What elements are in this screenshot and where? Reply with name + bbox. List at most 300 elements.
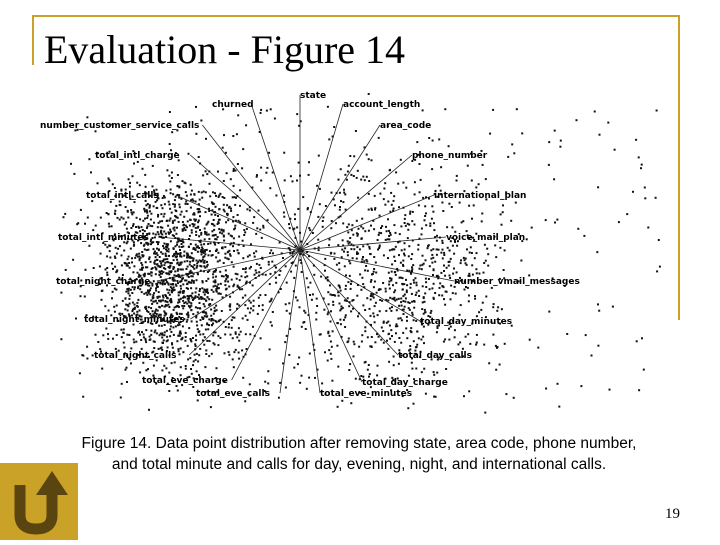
data-point [203,311,205,313]
data-point [278,291,280,293]
data-point [247,319,249,321]
data-point [424,309,426,311]
data-point [184,182,186,184]
data-point [327,276,329,278]
data-point [406,270,408,272]
data-point [501,308,503,310]
data-point [365,361,367,363]
data-point [306,251,308,253]
data-point [353,175,355,177]
data-point [372,293,374,295]
data-point [361,218,363,220]
data-point [129,295,131,297]
data-point [138,255,140,257]
data-point [182,229,184,231]
data-point [415,294,417,296]
data-point [480,309,482,311]
data-point [404,294,406,296]
data-point [193,273,195,275]
data-point [289,227,291,229]
data-point [205,170,207,172]
data-point [353,244,355,246]
variable-label-total-eve-minutes: total_eve_minutes [320,389,413,399]
data-point [433,283,435,285]
data-point [200,234,202,236]
data-point [161,279,163,281]
data-point [258,210,260,212]
data-point [160,204,162,206]
data-point [401,319,403,321]
data-point [180,214,182,216]
data-point [270,249,272,251]
data-point [194,354,196,356]
data-point [275,282,277,284]
data-point [379,215,381,217]
data-point [259,131,261,133]
data-point [348,338,350,340]
data-point [108,310,110,312]
data-point [149,338,151,340]
data-point [90,171,92,173]
data-point [224,253,226,255]
data-point [181,243,183,245]
data-point [180,276,182,278]
data-point [223,275,225,277]
data-point [335,222,337,224]
variable-label-number-customer-service-calls: number_customer_service_calls [40,121,200,131]
data-point [183,251,185,253]
data-point [249,254,251,256]
data-point [188,300,190,302]
data-point [391,271,393,273]
data-point [181,305,183,307]
data-point [173,334,175,336]
data-point [391,298,393,300]
data-point [180,347,182,349]
data-point [269,348,271,350]
data-point [428,278,430,280]
data-point [374,305,376,307]
data-point [398,206,400,208]
data-point [185,332,187,334]
data-point [347,231,349,233]
data-point [331,294,333,296]
data-point [169,111,171,113]
data-point [302,322,304,324]
data-point [306,243,308,245]
data-point [352,234,354,236]
data-point [252,222,254,224]
data-point [133,223,135,225]
data-point [141,226,143,228]
data-point [439,282,441,284]
data-point [179,331,181,333]
data-point [200,265,202,267]
data-point [336,192,338,194]
data-point [331,380,333,382]
data-point [213,342,215,344]
data-point [442,257,444,259]
data-point [158,233,160,235]
data-point [170,283,172,285]
data-point [361,261,363,263]
data-point [152,185,154,187]
data-point [283,216,285,218]
data-point [283,201,285,203]
data-point [217,283,219,285]
data-point [269,283,271,285]
data-point [186,210,188,212]
data-point [384,182,386,184]
data-point [223,236,225,238]
data-point [251,187,253,189]
data-point [330,321,332,323]
variable-label-total-eve-calls: total_eve_calls [196,389,270,399]
data-point [176,185,178,187]
data-point [129,303,131,305]
data-point [220,283,222,285]
data-point [242,240,244,242]
data-point [364,330,366,332]
data-point [187,358,189,360]
spoke-churned [251,104,300,250]
data-point [99,265,101,267]
data-point [436,254,438,256]
data-point [505,393,507,395]
data-point [132,175,134,177]
data-point [223,134,225,136]
data-point [219,337,221,339]
data-point [206,315,208,317]
data-point [233,266,235,268]
data-point [198,208,200,210]
data-point [465,336,467,338]
data-point [418,337,420,339]
data-point [147,225,149,227]
data-point [344,316,346,318]
data-point [371,273,373,275]
data-point [243,245,245,247]
data-point [151,285,153,287]
data-point [189,272,191,274]
data-point [324,270,326,272]
data-point [154,251,156,253]
data-point [343,192,345,194]
data-point [385,310,387,312]
data-point [387,300,389,302]
data-point [373,271,375,273]
data-point [450,258,452,260]
data-point [437,327,439,329]
data-point [193,360,195,362]
data-point [122,274,124,276]
data-point [314,377,316,379]
data-point [598,310,600,312]
data-point [566,333,568,335]
data-point [495,345,497,347]
data-point [217,252,219,254]
data-point [422,109,424,111]
variable-label-number-vmail-messages: number_vmail_messages [454,277,580,287]
data-point [132,271,134,273]
data-point [332,301,334,303]
data-point [195,106,197,108]
data-point [138,253,140,255]
data-point [383,254,385,256]
data-point [187,254,189,256]
data-point [166,330,168,332]
data-point [216,249,218,251]
data-point [299,259,301,261]
data-point [424,301,426,303]
data-point [504,343,506,345]
data-point [355,130,357,132]
data-point [275,267,277,269]
data-point [632,191,634,193]
data-point [410,327,412,329]
data-point [195,227,197,229]
data-point [435,396,437,398]
data-point [393,195,395,197]
data-point [204,294,206,296]
data-point [223,262,225,264]
data-point [200,270,202,272]
data-point [635,139,637,141]
data-point [470,246,472,248]
data-point [199,308,201,310]
data-point [152,310,154,312]
data-point [410,331,412,333]
data-point [213,219,215,221]
data-point [377,239,379,241]
data-point [659,266,661,268]
data-point [340,168,342,170]
data-point [393,200,395,202]
data-point [330,341,332,343]
data-point [153,248,155,250]
data-point [373,316,375,318]
data-point [139,218,141,220]
data-point [148,292,150,294]
data-point [205,313,207,315]
data-point [449,249,451,251]
data-point [170,298,172,300]
data-point [208,355,210,357]
data-point [395,282,397,284]
data-point [213,211,215,213]
data-point [145,186,147,188]
data-point [259,294,261,296]
data-point [397,183,399,185]
data-point [161,220,163,222]
data-point [164,300,166,302]
data-point [441,202,443,204]
data-point [238,358,240,360]
data-point [413,282,415,284]
data-point [180,366,182,368]
data-point [106,267,108,269]
data-point [133,288,135,290]
data-point [433,374,435,376]
data-point [181,261,183,263]
data-point [150,287,152,289]
data-point [141,291,143,293]
data-point [242,297,244,299]
data-point [207,243,209,245]
data-point [342,201,344,203]
data-point [114,210,116,212]
data-point [408,255,410,257]
data-point [359,248,361,250]
data-point [201,316,203,318]
data-point [175,251,177,253]
data-point [396,323,398,325]
data-point [114,266,116,268]
data-point [108,226,110,228]
data-point [127,309,129,311]
data-point [200,319,202,321]
data-point [203,243,205,245]
data-point [157,243,159,245]
data-point [199,290,201,292]
data-point [140,262,142,264]
data-point [397,318,399,320]
data-point [205,300,207,302]
data-point [340,200,342,202]
data-point [596,251,598,253]
data-point [373,286,375,288]
data-point [191,229,193,231]
data-point [419,191,421,193]
data-point [232,135,234,137]
data-point [325,205,327,207]
data-point [545,388,547,390]
data-point [192,364,194,366]
data-point [413,319,415,321]
data-point [236,278,238,280]
data-point [178,301,180,303]
data-point [260,112,262,114]
data-point [260,180,262,182]
data-point [493,303,495,305]
data-point [473,204,475,206]
data-point [451,206,453,208]
data-point [154,263,156,265]
data-point [452,245,454,247]
data-point [156,248,158,250]
data-point [119,245,121,247]
data-point [366,259,368,261]
data-point [159,300,161,302]
data-point [194,249,196,251]
data-point [176,244,178,246]
data-point [185,203,187,205]
data-point [322,216,324,218]
data-point [169,229,171,231]
data-point [144,218,146,220]
data-point [211,230,213,232]
data-point [404,306,406,308]
data-point [208,298,210,300]
data-point [119,204,121,206]
data-point [147,290,149,292]
data-point [295,296,297,298]
data-point [182,292,184,294]
data-point [109,257,111,259]
data-point [163,259,165,261]
data-point [153,340,155,342]
data-point [188,153,190,155]
data-point [203,303,205,305]
data-point [357,170,359,172]
data-point [378,289,380,291]
data-point [106,255,108,257]
data-point [408,245,410,247]
data-point [178,350,180,352]
data-point [242,377,244,379]
data-point [155,256,157,258]
data-point [185,225,187,227]
data-point [116,253,118,255]
data-point [457,343,459,345]
data-point [285,303,287,305]
data-point [258,275,260,277]
data-point [290,175,292,177]
data-point [391,335,393,337]
data-point [139,310,141,312]
data-point [368,158,370,160]
data-point [180,198,182,200]
data-point [338,285,340,287]
data-point [127,210,129,212]
data-point [594,111,596,113]
spoke-total-night-calls [189,250,300,355]
data-point [255,250,257,252]
data-point [169,335,171,337]
data-point [309,282,311,284]
data-point [431,205,433,207]
data-point [196,267,198,269]
data-point [483,262,485,264]
data-point [201,287,203,289]
data-point [305,328,307,330]
logo[interactable] [0,463,78,540]
data-point [215,290,217,292]
data-point [485,178,487,180]
data-point [188,327,190,329]
data-point [607,122,609,124]
data-point [367,336,369,338]
data-point [216,238,218,240]
data-point [361,341,363,343]
data-point [461,221,463,223]
data-point [380,232,382,234]
data-point [308,255,310,257]
data-point [394,341,396,343]
data-point [130,227,132,229]
data-point [597,345,599,347]
data-point [176,227,178,229]
data-point [377,365,379,367]
data-point [350,402,352,404]
data-point [197,360,199,362]
data-point [156,286,158,288]
data-point [241,167,243,169]
data-point [585,334,587,336]
data-point [502,204,504,206]
data-point [446,267,448,269]
data-point [226,172,228,174]
